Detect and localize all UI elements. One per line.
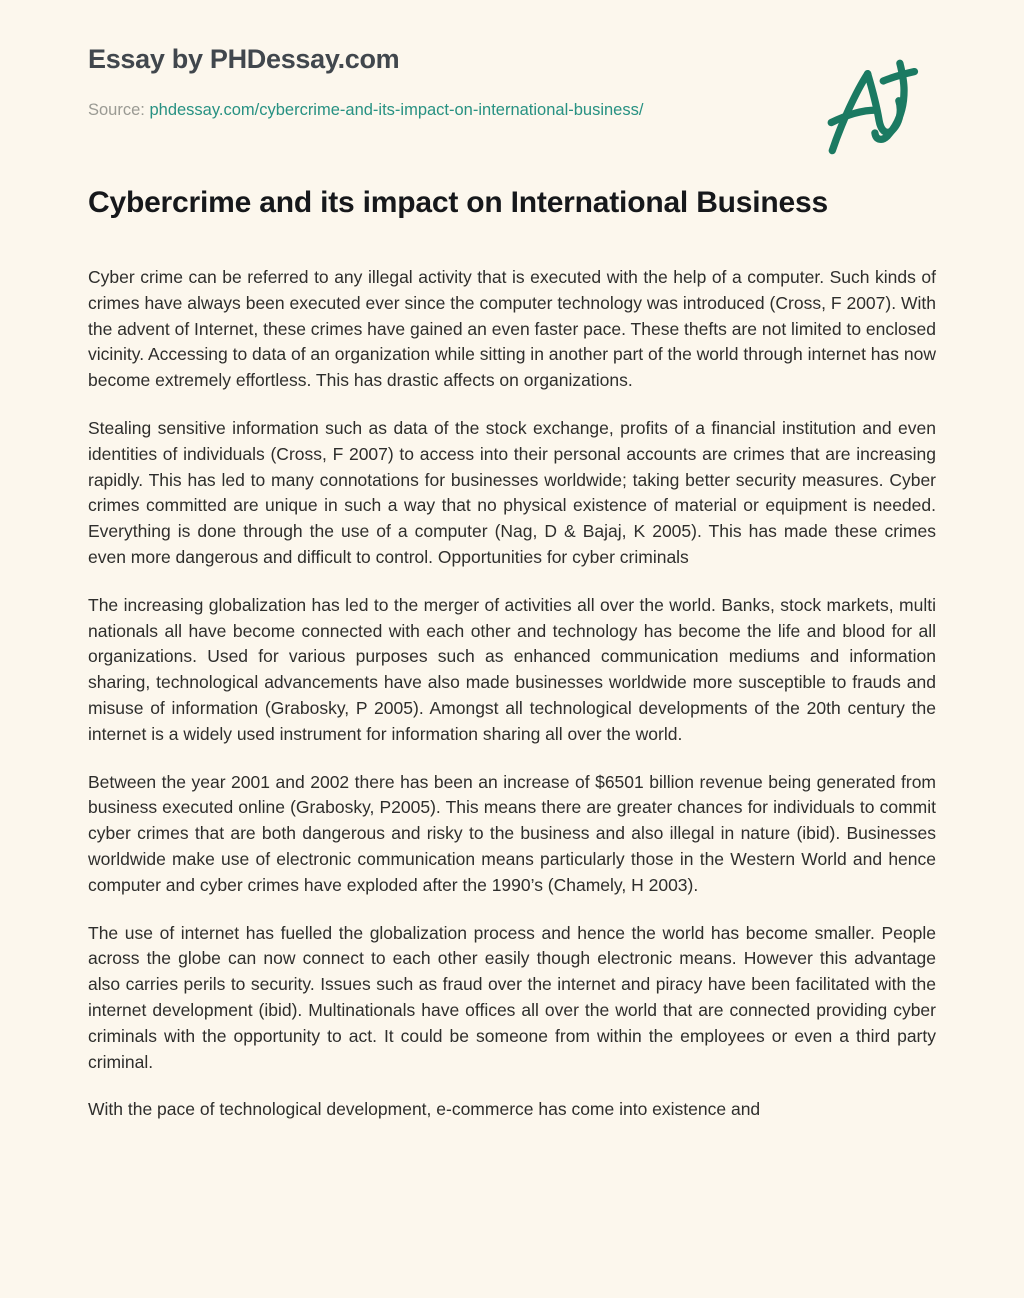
site-heading: Essay by PHDessay.com xyxy=(88,44,400,74)
essay-paragraph: With the pace of technological development, e-commerce has come into existence and xyxy=(88,1099,761,1120)
a-plus-logo-icon xyxy=(826,56,928,160)
essay-body xyxy=(88,265,936,1145)
essay-paragraph: The increasing globalization has led to the merger of activities all over the world. Banks, stock markets, multi nationals all have become connected with each other and technology has become the life and blood for all organizations. Used for various purposes such as enhanced communication mediums and information sharing, technological advancements have also made businesses worldwide more susceptible to frauds and misuse of information (Grabosky, P 2005). Amongst all technological developments of the 20th century the internet is a widely used instrument for information sharing all over the world. xyxy=(88,594,936,744)
source-link[interactable]: phdessay.com/cybercrime-and-its-impact-on-international-business/ xyxy=(149,101,644,119)
essay-paragraph: Between the year 2001 and 2002 there has been an increase of $6501 billion revenue being generated from business executed online (Grabosky, P2005). This means there are greater chances for individuals to commit cyber crimes that are both dangerous and risky to the business and also illegal in nature (ibid). Businesses worldwide make use of electronic communication means particularly those in the Western World and hence computer and cyber crimes have exploded after the 1990’s (Chamely, H 2003). xyxy=(88,771,936,895)
source-line xyxy=(88,101,643,121)
source-label: Source: xyxy=(88,101,145,119)
essay-title: Cybercrime and its impact on International Business xyxy=(88,186,828,219)
essay-paragraph: Stealing sensitive information such as data of the stock exchange, profits of a financial institution and even identities of individuals (Cross, F 2007) to access into their personal accounts are crimes that are increasing rapidly. This has led to many connotations for businesses worldwide; taking better security measures. Cyber crimes committed are unique in such a way that no physical existence of material or equipment is needed. Everything is done through the use of a computer (Nag, D & Bajaj, K 2005). This has made these crimes even more dangerous and difficult to control. Opportunities for cyber criminals xyxy=(88,417,936,567)
essay-paragraph: The use of internet has fuelled the globalization process and hence the world has become smaller. People across the globe can now connect to each other easily though electronic means. However this advantage also carries perils to security. Issues such as fraud over the internet and piracy have been facilitated with the internet development (ibid). Multinationals have offices all over the world that are connected providing cyber criminals with the opportunity to act. It could be someone from within the employees or even a third party criminal. xyxy=(88,922,936,1072)
essay-paragraph: Cyber crime can be referred to any illegal activity that is executed with the help of a computer. Such kinds of crimes have always been executed ever since the computer technology was introduced (Cross, F 2007). With the advent of Internet, these crimes have gained an even faster pace. These thefts are not limited to enclosed vicinity. Accessing to data of an organization while sitting in another part of the world through internet has now become extremely effortless. This has drastic affects on organizations. xyxy=(88,267,936,391)
